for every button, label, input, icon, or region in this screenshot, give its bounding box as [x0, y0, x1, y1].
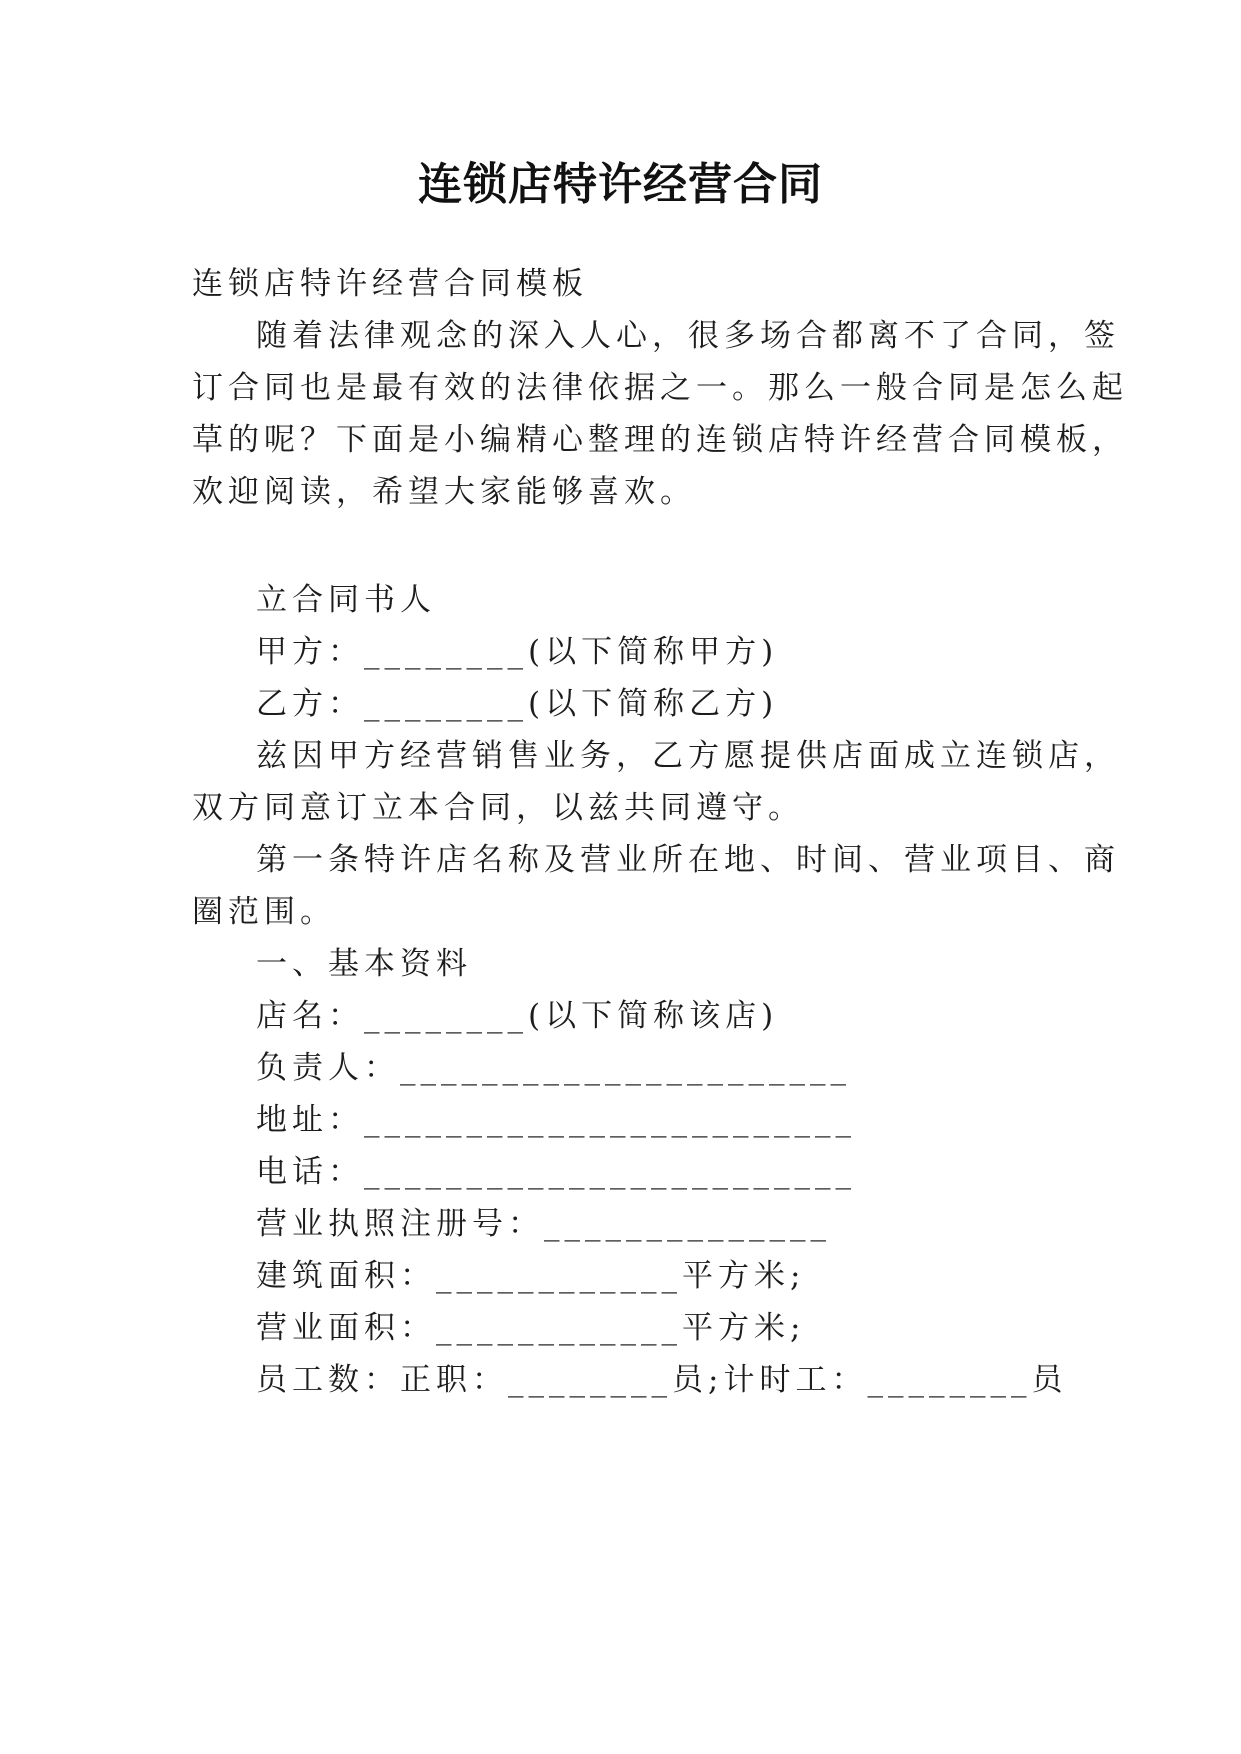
preamble-line-2: 双方同意订立本合同，以兹共同遵守。	[192, 790, 804, 826]
intro-line-1: 随着法律观念的深入人心，很多场合都离不了合同，签	[256, 318, 1120, 354]
address-field: 地址：________________________	[256, 1102, 856, 1138]
signer-heading: 立合同书人	[256, 582, 436, 618]
manager-field: 负责人：______________________	[256, 1050, 851, 1086]
party-a-line: 甲方：________(以下简称甲方)	[256, 634, 779, 670]
preamble-line-1: 兹因甲方经营销售业务，乙方愿提供店面成立连锁店，	[256, 738, 1120, 774]
phone-field: 电话：________________________	[256, 1154, 856, 1190]
party-b-line: 乙方：________(以下简称乙方)	[256, 686, 779, 722]
section-1-heading: 一、基本资料	[256, 946, 472, 982]
business-area-field: 营业面积：____________平方米;	[256, 1310, 806, 1346]
article-1-line-1: 第一条特许店名称及营业所在地、时间、营业项目、商	[256, 842, 1120, 878]
document-title: 连锁店特许经营合同	[418, 159, 823, 210]
building-area-field: 建筑面积：____________平方米;	[256, 1258, 806, 1294]
template-subtitle: 连锁店特许经营合同模板	[192, 266, 588, 302]
license-number-field: 营业执照注册号：______________	[256, 1206, 831, 1242]
intro-line-2: 订合同也是最有效的法律依据之一。那么一般合同是怎么起	[192, 370, 1128, 406]
store-name-field: 店名：________(以下简称该店)	[256, 998, 779, 1034]
intro-line-3: 草的呢？下面是小编精心整理的连锁店特许经营合同模板，	[192, 422, 1128, 458]
staff-count-field: 员工数：正职：________员;计时工：________员	[256, 1362, 1068, 1398]
article-1-line-2: 圈范围。	[192, 894, 336, 930]
intro-line-4: 欢迎阅读，希望大家能够喜欢。	[192, 474, 696, 510]
